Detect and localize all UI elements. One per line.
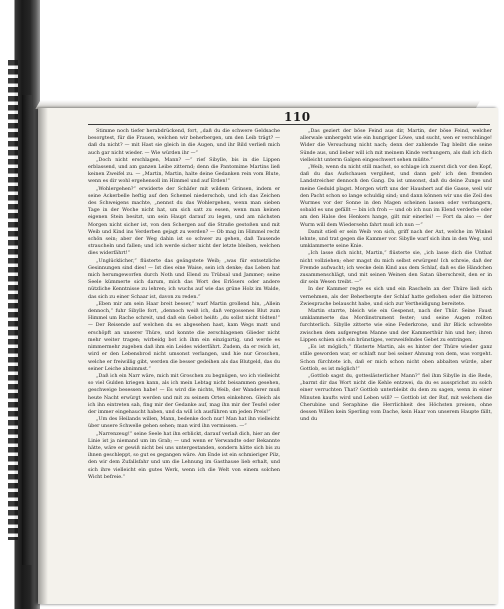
paragraph: In der Kammer regte es sich und ein Rascheln an der Thüre ließ sich vernehmen, als der Beherbergte der Schlaf hatte geflohen oder die bitteren Zwiesprache belauscht habe, und sich zur Vertheidigung bereitete. — [300, 286, 492, 307]
paragraph: „Gottlob sagst du, gotteslästerlicher Mann?“ fiel ihm Sibylle in die Rede, „barmt dir das Wort nicht die Kehle entzwei, da du es aussprichst zu solch einer verruchten That? Gottlob unterbleibt du dem zu sagen, wenn in einer Minuten kaufts wird und Leben will? — Gottlob ist der Ruf, mit welchem die Cherubine und Seraphine die Herrlichkeit des Höchsten preisen, ohne dessen Willen kein Sperling vom Dache, kein Haar von unserem Haupte fällt, und du — [300, 372, 492, 423]
page-number: 110 — [284, 110, 311, 124]
paragraph: „Ich lasse dich nicht, Martin,“ flüsterte sie, „ich lasse dich die Unthat nicht vollziehen; eher magst du mich selbst erwürgen! Ich schreie, daß der Fremde aufwacht; ich wecke dein Kind aus dem Schlaf, daß es die Händchen zusammenschlägt, und mit seinen Weinen den Satan überschreit, den er in dir sein Wesen treibt. —“ — [300, 250, 492, 286]
text-column-left — [88, 128, 280, 598]
paragraph: „Das geziert der böse Feind aus dir, Martin, der böse Feind, welcher allerwale umhergeht wie ein hungriger Löwe, und sucht, wen er verschlinge! Wider die Versuchung nicht nach; denn der zahlende Tag bleibt die seine Sünde aus, und lieber will ich mit meinem Kinde verhungern, als daß ich dich vielleicht unterm Galgen eingeschwert sehen müßte.“ — [300, 128, 492, 163]
paragraph: „Um des Heilands willen, Mann, bedenke doch nur! Man hat ihn vielleicht über unsere Schwelle gehen sehen; man wird ihn vermissen. —“ — [88, 416, 280, 430]
paragraph: „Narrenzeug!“ seine Seele hat ihn erblickt, darauf verlaß dich, hier an der Linie ist ja niemand um im Grab; — und wenn er Verwandte oder Bekannte hätte, wäre er gewiß nicht bei uns untergestanden, sondern hätte sich bis zu ihnen geschleppt, so gut es gegangen wäre. Am Ende ist ein schmieriger Pilz, den wir dem Zufallsfahr und um die Lehnung im Gasthause lieb erhalt, und sich ihre vielleicht ein gutes Werk, wenn ich die Welt von einem solchen Wicht befreie.“ — [88, 430, 280, 480]
binding-stitching — [8, 60, 18, 540]
paragraph: „Weib, wenn du nicht still machst, so schlage ich zuerst dich vor den Kopf, daß du das Aufschauen vergißest, und dann geh' ich den fremden Landstreicher dennoch den Gang. Da ist umsonst, daß du deine Zunge und meine Geduld plagst. Morgen wirft uns der Haushert auf die Gasse, weil wir den Pacht schon so lange schuldig sind; und dann können wir uns die Zeil des Wurmes vor der Sonne in den Magen scheinen lassen oder verhungern, sobald es uns gefällt — bin ich froh — und ob ich nun im Elend verderbe oder am den Halse des Henkers hange, gilt mir einerlei! — Fort da also — der Wurm will dem Wiedersehn fahrt muß ich nun —“ — [300, 164, 492, 228]
paragraph: „Wohlergehen?“ erwiderte der Schäfer mit wildem Grinsen, indem er seine Ackerbelle heftig auf den Schemel niederschob, und ich das Zeichen des Schweigens machte, „nennst du das Wohlergehen, wenn man sieben Tage in der Woche nicht hat, um sich satt zu essen, wenn man keinen eigenen Stein besitzt, um sein Haupt darauf zu legen, und am nächsten Morgen nicht sicher ist, von den Schergen auf die Straße gestoßen und mit Weib und Kind ins Verderben gejagt zu werden? — Ob mag im Himmel recht schön sein; aber der Weg dahin ist so schwer zu gehen, daß Tausende straucheln und fallen; und ich werde sicher nicht der letzte bleiben, welchen dies widerfährt!“ — [88, 185, 280, 257]
paragraph: Stimme noch tiefer herabdrückend, fort, „daß du die schwere Geldsache besorgtest, für die Frauen, welchen wir beherbergen, um den Leib trägt? — daß du nicht? — mit Hast sie gleich in die Augen, und ihr Bild verließ mich auch gar nicht wieder. — Wie würden ihr —“ — [88, 128, 280, 156]
paragraph: „Unglücklicher,“ flüsterte das geängstete Weib; „was für entsetzliche Gesinnungen sind dies! — Ist dies eine Waise, sein ich denke; das Leben hat mich herumgeworfen durch Noth und Elend zu Trübsal und Jammer; seine Seele kümmerte sich darum, mich das Wort des Erlösers oder andere nützliche Kenntnisse zu lehren; ich wuchs auf wie das grüne Holz im Walde, das sich zu einer Schaar ist, davon zu reden.“ — [88, 257, 280, 300]
binding-shadow — [22, 95, 32, 565]
book-page — [38, 108, 498, 604]
spine-shadow — [38, 108, 48, 604]
paragraph: Martin starrte, bleich wie ein Gespenst, nach der Thür. Seine Faust umklammerte das Mordinstrument fester; und seine Augen rollten furchterlich. Sibylle zitterte wie eine Federkrone, und ihr Blick schwebte zwischen dem aufgeregten Manne und der Kammerthür hin und her; ihren Lippen schien sich ein brünstiges, verzweifelndes Gebet zu entringen. — [300, 308, 492, 343]
paragraph: „Doch nicht erschlagen, Mann? —“ rief Sibylle, bis in die Lippen erblassend, und am ganzen Leibe zitternd; denn die Pantomime Martins ließ keinen Zweifel zu. — „Martin, Martin, halte deine Gedanken rein vom Blute, wenn es dir wohl ergehensoll im Himmel und auf Erden!“ — [88, 156, 280, 185]
paragraph: „Daß ich ein Narr wäre, mich mit Groschen zu begnügen, wo ich vielleicht so viel Gulden kriegen kann, als ich mein Lebtag nicht beisammen gesehen, geschweige besessen habe! — Es wird die nichts, Weib, der Wanderer muß heute Nacht erwürgt werden und mit zu seinem Orten einkehren. Gleich als ich ihn eintreten sah, fing mir der Gedanke auf, mag ihn mir der Teufel oder der immer eingehaucht haben, und da will ich ausführen um jeden Preis!“ — [88, 372, 280, 415]
paragraph: Damit stieß er sein Weib von sich, griff nach der Axt, welche im Winkel lehnte, und trat gegen die Kammer vor. Sibylle warf sich ihm in den Weg, und umklammerte seine Knie. — [300, 228, 492, 250]
paragraph: „Eben mir am sein Haar breit besser,“ warf Martin grollend hin, „Allein dennoch,“ fuhr Sibylle fort, „dennoch weiß ich, daß vergossenes Blut zum Himmel um Rache schreit, und daß ein Gebot heißt: „du sollst nicht tödten!“ — Der Reisende auf welchen du es abgesehen hast, kam Wegs matt und erschöpft an unserer Thüre, und konnte die zerschlagenen Glieder nicht mehr weiter tragen; wirbeidg bot ich ihm ein einzigartig, und werde es nimmermehr zugeben daß ihm ein Leides widerfährt. Zudem, da er reich ist, wird er den Lebensbrod nicht umsonst verlangen, und hie nur Groschen, welche er freiwillig gibt, werden die besser gedeihen als das Blutgeld, das du seiner Leiche abnimmst.“ — [88, 300, 280, 372]
text-column-right — [300, 128, 492, 598]
book-binding-edge — [0, 0, 40, 609]
header-rule — [88, 124, 490, 125]
paragraph: „Es ist möglich,“ flüsterte Martin, als es hinter der Thüre wieder ganz stille geworden war, er schlaft nur bei seiner Ahnung von dem, was vorgeht. Schon fürchtete ich, daß er mich schon nicht oben abbalten würde, aber Gottlob, es ist möglich!“ — [300, 344, 492, 372]
